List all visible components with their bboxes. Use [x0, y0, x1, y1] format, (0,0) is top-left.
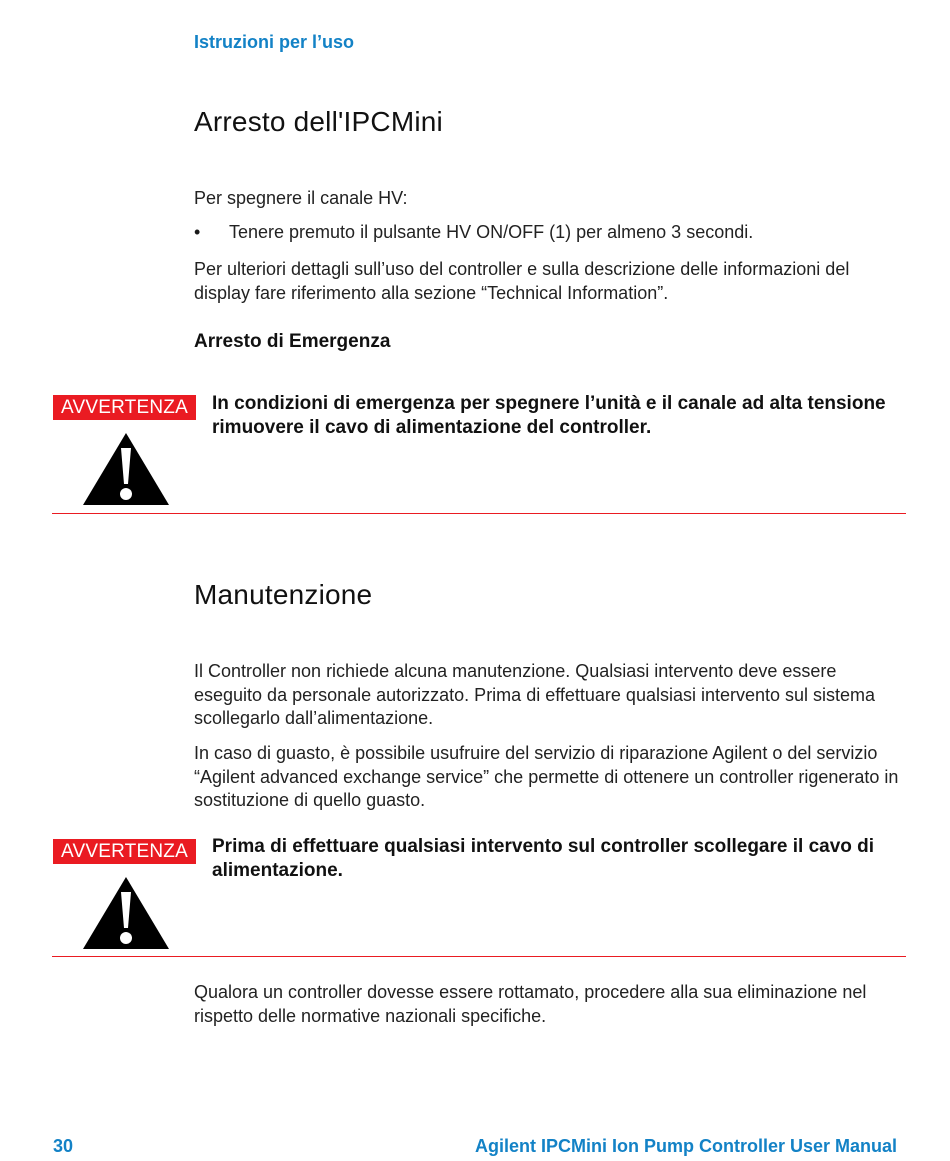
- section-title-maintenance: Manutenzione: [194, 579, 373, 610]
- manual-title: Agilent IPCMini Ion Pump Controller User Manual: [474, 1136, 897, 1156]
- maintenance-para-1: Il Controller non richiede alcuna manutenzione. Qualsiasi intervento deve essere eseguito da personale autorizzato. Prima di effettuare qualsiasi intervento sul sistema scollegarlo dall’alimentazione.: [194, 661, 876, 728]
- warning-triangle-icon: [81, 431, 171, 507]
- running-header: Istruzioni per l’uso: [194, 32, 355, 52]
- warning-label: AVVERTENZA: [53, 839, 196, 864]
- stop-details: Per ulteriori dettagli sull’uso del controller e sulla descrizione delle informazioni del display fare riferimento alla sezione “Technical Information”.: [194, 259, 850, 303]
- section-title-stop: Arresto dell'IPCMini: [194, 106, 443, 137]
- stop-intro: Per spegnere il canale HV:: [194, 188, 408, 208]
- disposal-paragraph: Qualora un controller dovesse essere rottamato, procedere alla sua eliminazione nel rispetto delle normative nazionali specifiche.: [194, 982, 867, 1026]
- warning-divider: [52, 513, 906, 514]
- maintenance-para-2: In caso di guasto, è possibile usufruire del servizio di riparazione Agilent o del servizio “Agilent advanced exchange service” che permette di ottenere un controller rigenerato in sostituzione di quello guasto.: [194, 743, 899, 810]
- warning-triangle-icon: [81, 875, 171, 951]
- warning-label: AVVERTENZA: [53, 395, 196, 420]
- stop-bullet: Tenere premuto il pulsante HV ON/OFF (1) per almeno 3 secondi.: [229, 222, 754, 242]
- bullet-marker: •: [194, 222, 201, 242]
- page-number: 30: [53, 1136, 74, 1156]
- emergency-warning-text: In condizioni di emergenza per spegnere l’unità e il canale ad alta tensione rimuovere il cavo di alimentazione del controller.: [212, 393, 886, 438]
- warning-divider: [52, 956, 906, 957]
- emergency-subtitle: Arresto di Emergenza: [194, 331, 391, 352]
- maintenance-warning-text: Prima di effettuare qualsiasi intervento sul controller scollegare il cavo di alimentazione.: [212, 836, 875, 881]
